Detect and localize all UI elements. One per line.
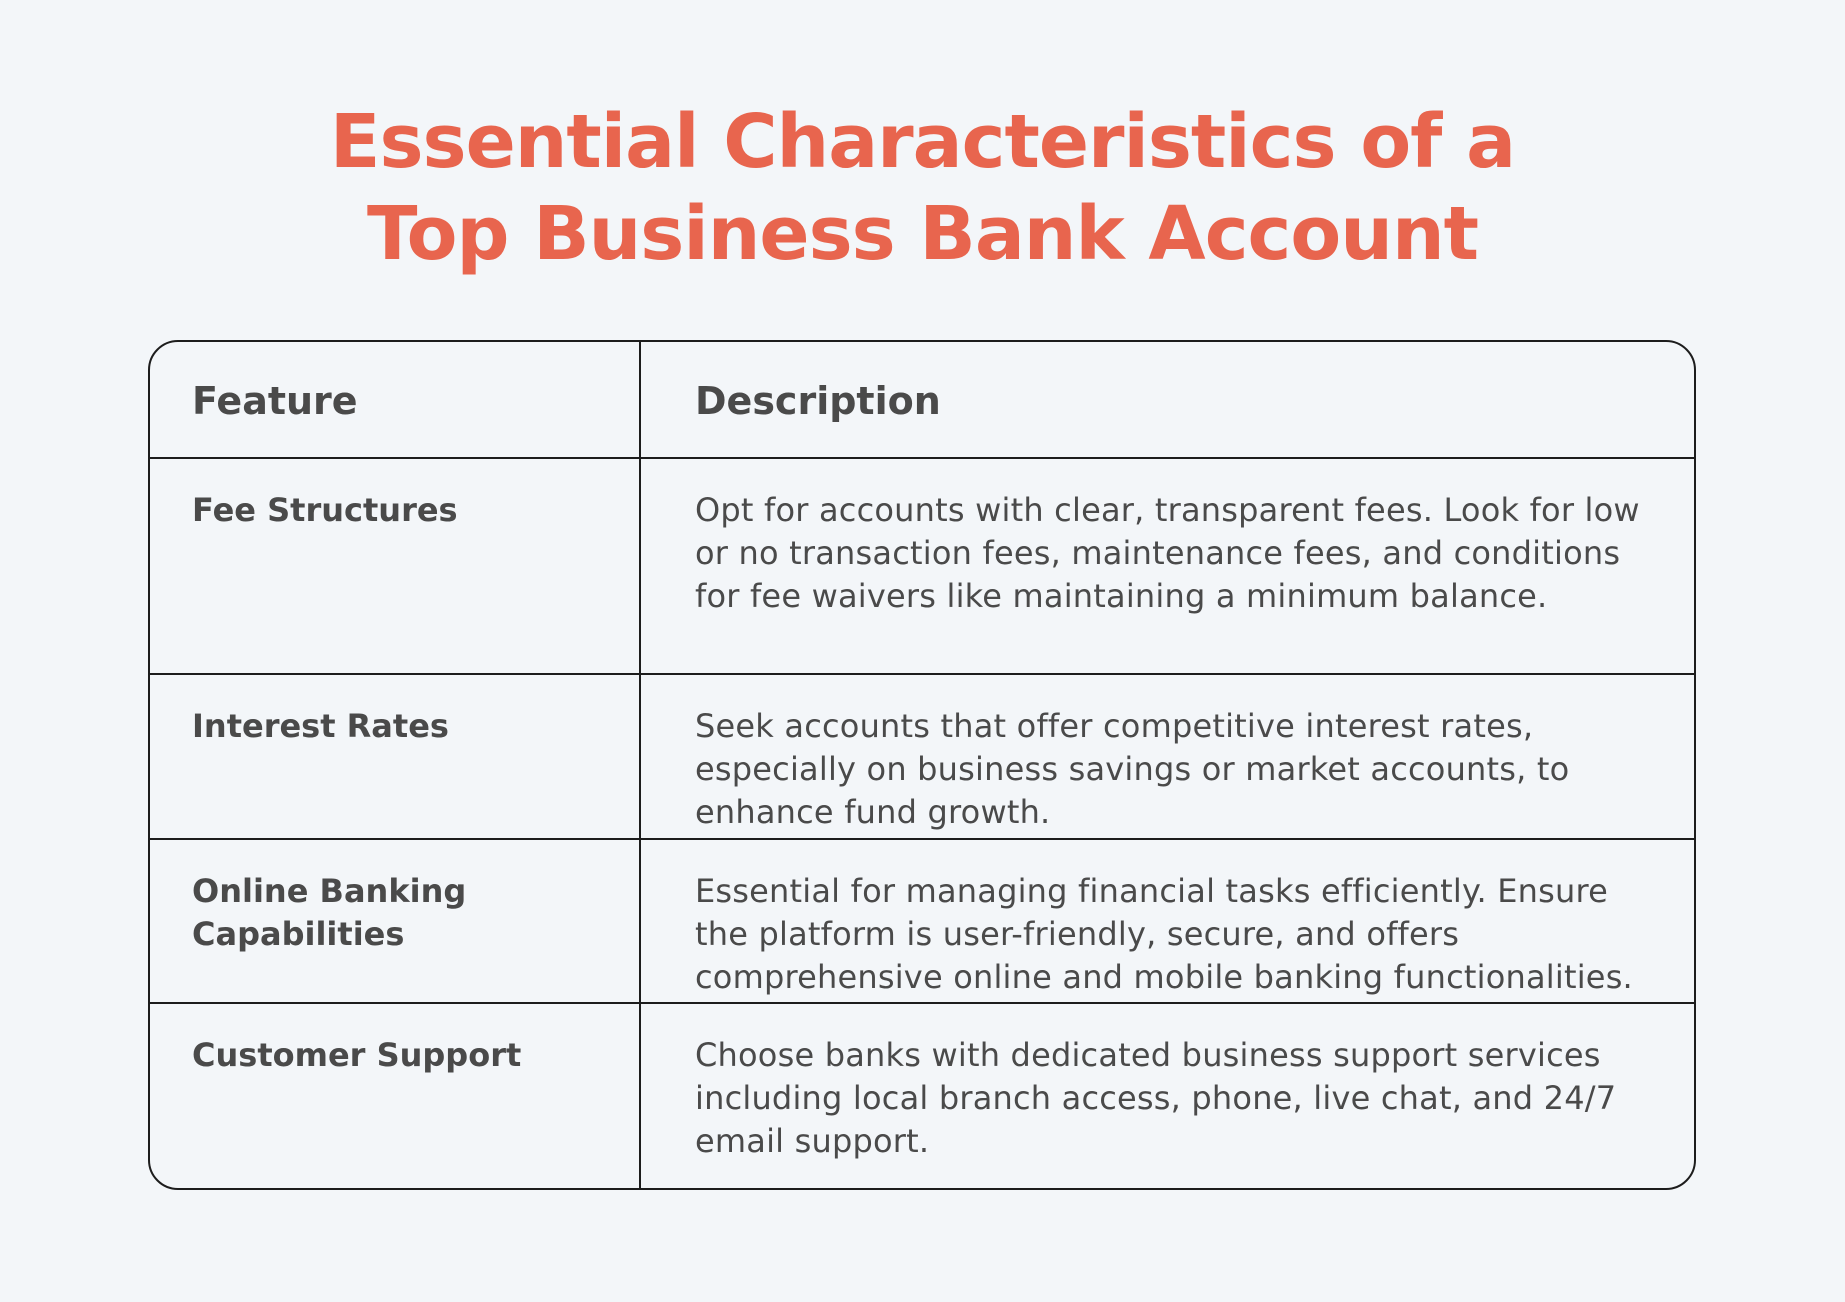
table-row bbox=[150, 839, 1694, 1003]
page-title-line-2: Top Business Bank Account bbox=[366, 191, 1478, 277]
description-cell-customer-support: Choose banks with dedicated business support services including local branch access, phone, live chat, and 24/7 email support. bbox=[695, 1036, 1617, 1160]
description-cell-fee-structures: Opt for accounts with clear, transparent fees. Look for low or no transaction fees, maintenance fees, and conditions for fee waivers like maintaining a minimum balance. bbox=[640, 458, 1694, 674]
feature-cell-interest-rates: Interest Rates bbox=[150, 674, 640, 839]
page-title-line-1: Essential Characteristics of a bbox=[329, 99, 1516, 185]
table-row bbox=[150, 674, 1694, 839]
description-cell-online-banking: Essential for managing financial tasks efficiently. Ensure the platform is user-friendly, secure, and offers comprehensive online and mobile banking functionalities. bbox=[640, 839, 1694, 1003]
table-row bbox=[150, 458, 1694, 674]
page-title bbox=[0, 96, 1845, 280]
features-table-frame bbox=[148, 340, 1696, 1190]
header-description: Description bbox=[640, 342, 1694, 458]
feature-cell-customer-support: Customer Support bbox=[150, 1003, 640, 1190]
feature-cell-online-banking: Online Banking Capabilities bbox=[150, 839, 640, 1003]
features-table bbox=[150, 342, 1694, 1190]
table-header-row bbox=[150, 342, 1694, 458]
description-cell-interest-rates: Seek accounts that offer competitive interest rates, especially on business savings or market accounts, to enhance fund growth. bbox=[640, 674, 1694, 839]
feature-cell-fee-structures: Fee Structures bbox=[150, 458, 640, 674]
table-row bbox=[150, 1003, 1694, 1190]
header-feature: Feature bbox=[150, 342, 640, 458]
